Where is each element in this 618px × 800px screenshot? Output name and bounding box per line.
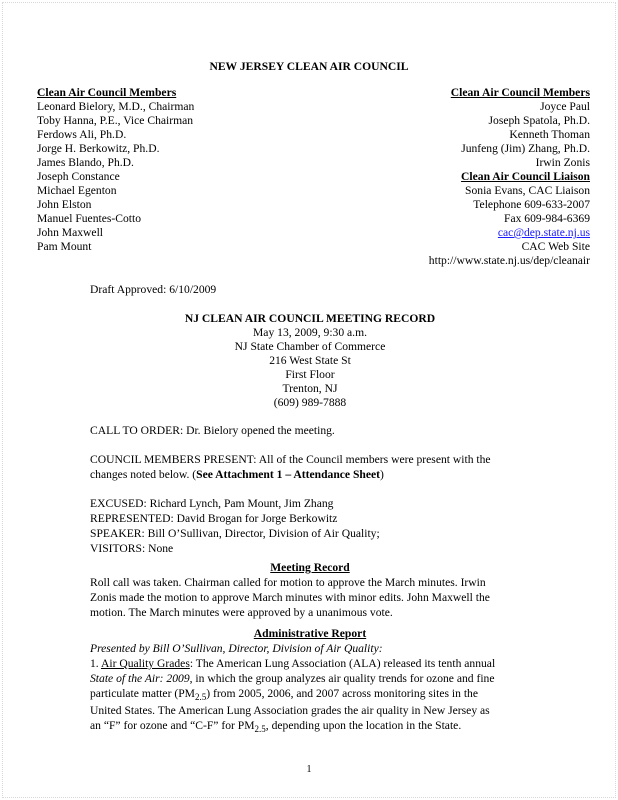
member-name: Leonard Bielory, M.D., Chairman [37,100,195,113]
meeting-phone: (609) 989-7888 [273,396,347,409]
report-item-line1: 1. Air Quality Grades: The American Lung Association (ALA) released its tenth annual [90,657,496,670]
liaison-telephone: Telephone 609-633-2007 [473,198,590,211]
member-name: John Maxwell [37,226,104,239]
liaison-header: Clean Air Council Liaison [461,170,590,183]
excused-line: EXCUSED: Richard Lynch, Pam Mount, Jim Zhang [90,497,334,510]
member-name: Michael Egenton [37,184,117,197]
publication-title: State of the Air: 2009 [90,672,190,685]
report-item-line5: an “F” for ozone and “C-F” for $PM_{2.5}$, depending upon the location in the State. [90,719,462,734]
air-quality-grades-title: Air Quality Grades [100,657,190,670]
website-url: http://www.state.nj.us/dep/cleanair [428,254,590,267]
visitors-line: VISITORS: None [90,542,174,555]
members-left-header: Clean Air Council Members [37,86,177,99]
member-name: Toby Hanna, P.E., Vice Chairman [37,114,194,127]
represented-line: REPRESENTED: David Brogan for Jorge Berkowitz [90,512,338,525]
liaison-name: Sonia Evans, CAC Liaison [465,184,590,197]
member-name: Irwin Zonis [535,156,590,169]
members-left-column [37,86,317,254]
member-name: Ferdows Ali, Ph.D. [37,128,127,141]
meeting-venue: NJ State Chamber of Commerce [234,340,386,353]
report-item-line3: particulate matter $(PM_{2.5})$ from 2005, 2006, and 2007 across monitoring sites in the [90,687,478,702]
member-name: Joseph Spatola, Ph.D. [488,114,590,127]
attachment-reference: See Attachment 1 – Attendance Sheet [196,468,381,481]
meeting-info [90,312,530,410]
meeting-record-section [90,561,590,621]
meeting-record-line: Roll call was taken. Chairman called for motion to approve the March minutes. Irwin [90,576,486,589]
meeting-floor: First Floor [285,368,335,381]
members-right-column [310,86,590,268]
meeting-heading: NJ CLEAN AIR COUNCIL MEETING RECORD [184,312,436,325]
admin-report-heading: Administrative Report [253,627,367,640]
document-title: NEW JERSEY CLEAN AIR COUNCIL [209,60,409,73]
attendance [90,497,590,557]
member-name: Joseph Constance [37,170,120,183]
liaison-fax: Fax 609-984-6369 [504,212,590,225]
website-label: CAC Web Site [521,240,590,253]
member-name: Junfeng (Jim) Zhang, Ph.D. [461,142,590,155]
liaison-email-link[interactable]: cac@dep.state.nj.us [497,226,590,239]
draft-approved: Draft Approved: 6/10/2009 [90,283,217,296]
page-number: 1 [306,764,312,775]
council-present-line1: COUNCIL MEMBERS PRESENT: All of the Council members were present with the [90,453,491,466]
meeting-record-line: Zonis made the motion to approve March minutes with minor edits. John Maxwell the [90,591,490,604]
meeting-record-heading: Meeting Record [270,561,350,574]
speaker-line: SPEAKER: Bill O’Sullivan, Director, Division of Air Quality; [90,527,380,540]
member-name: Jorge H. Berkowitz, Ph.D. [37,142,160,155]
meeting-city: Trenton, NJ [282,382,338,395]
member-name: Joyce Paul [540,100,590,113]
call-to-order: CALL TO ORDER: Dr. Bielory opened the meeting. [90,424,335,437]
council-present-line2: changes noted below. (See Attachment 1 – Attendance Sheet) [90,468,384,481]
meeting-record-line: motion. The March minutes were approved by a unanimous vote. [90,606,393,619]
admin-report-section [90,627,590,734]
presented-by: Presented by Bill O’Sullivan, Director, Division of Air Quality: [90,642,383,655]
member-name: James Blando, Ph.D. [37,156,134,169]
members-right-header: Clean Air Council Members [450,86,590,99]
member-name: Manuel Fuentes-Cotto [37,212,142,225]
member-name: Kenneth Thoman [509,128,590,141]
meeting-date: May 13, 2009, 9:30 a.m. [253,326,367,339]
member-name: John Elston [37,198,92,211]
report-item-line4: United States. The American Lung Association grades the air quality in New Jersey as [90,704,490,717]
meeting-street: 216 West State St [269,354,351,367]
council-present [90,453,590,483]
member-name: Pam Mount [37,240,92,253]
report-item-line2: State of the Air: 2009, in which the group analyzes air quality trends for ozone and fine [90,672,495,685]
